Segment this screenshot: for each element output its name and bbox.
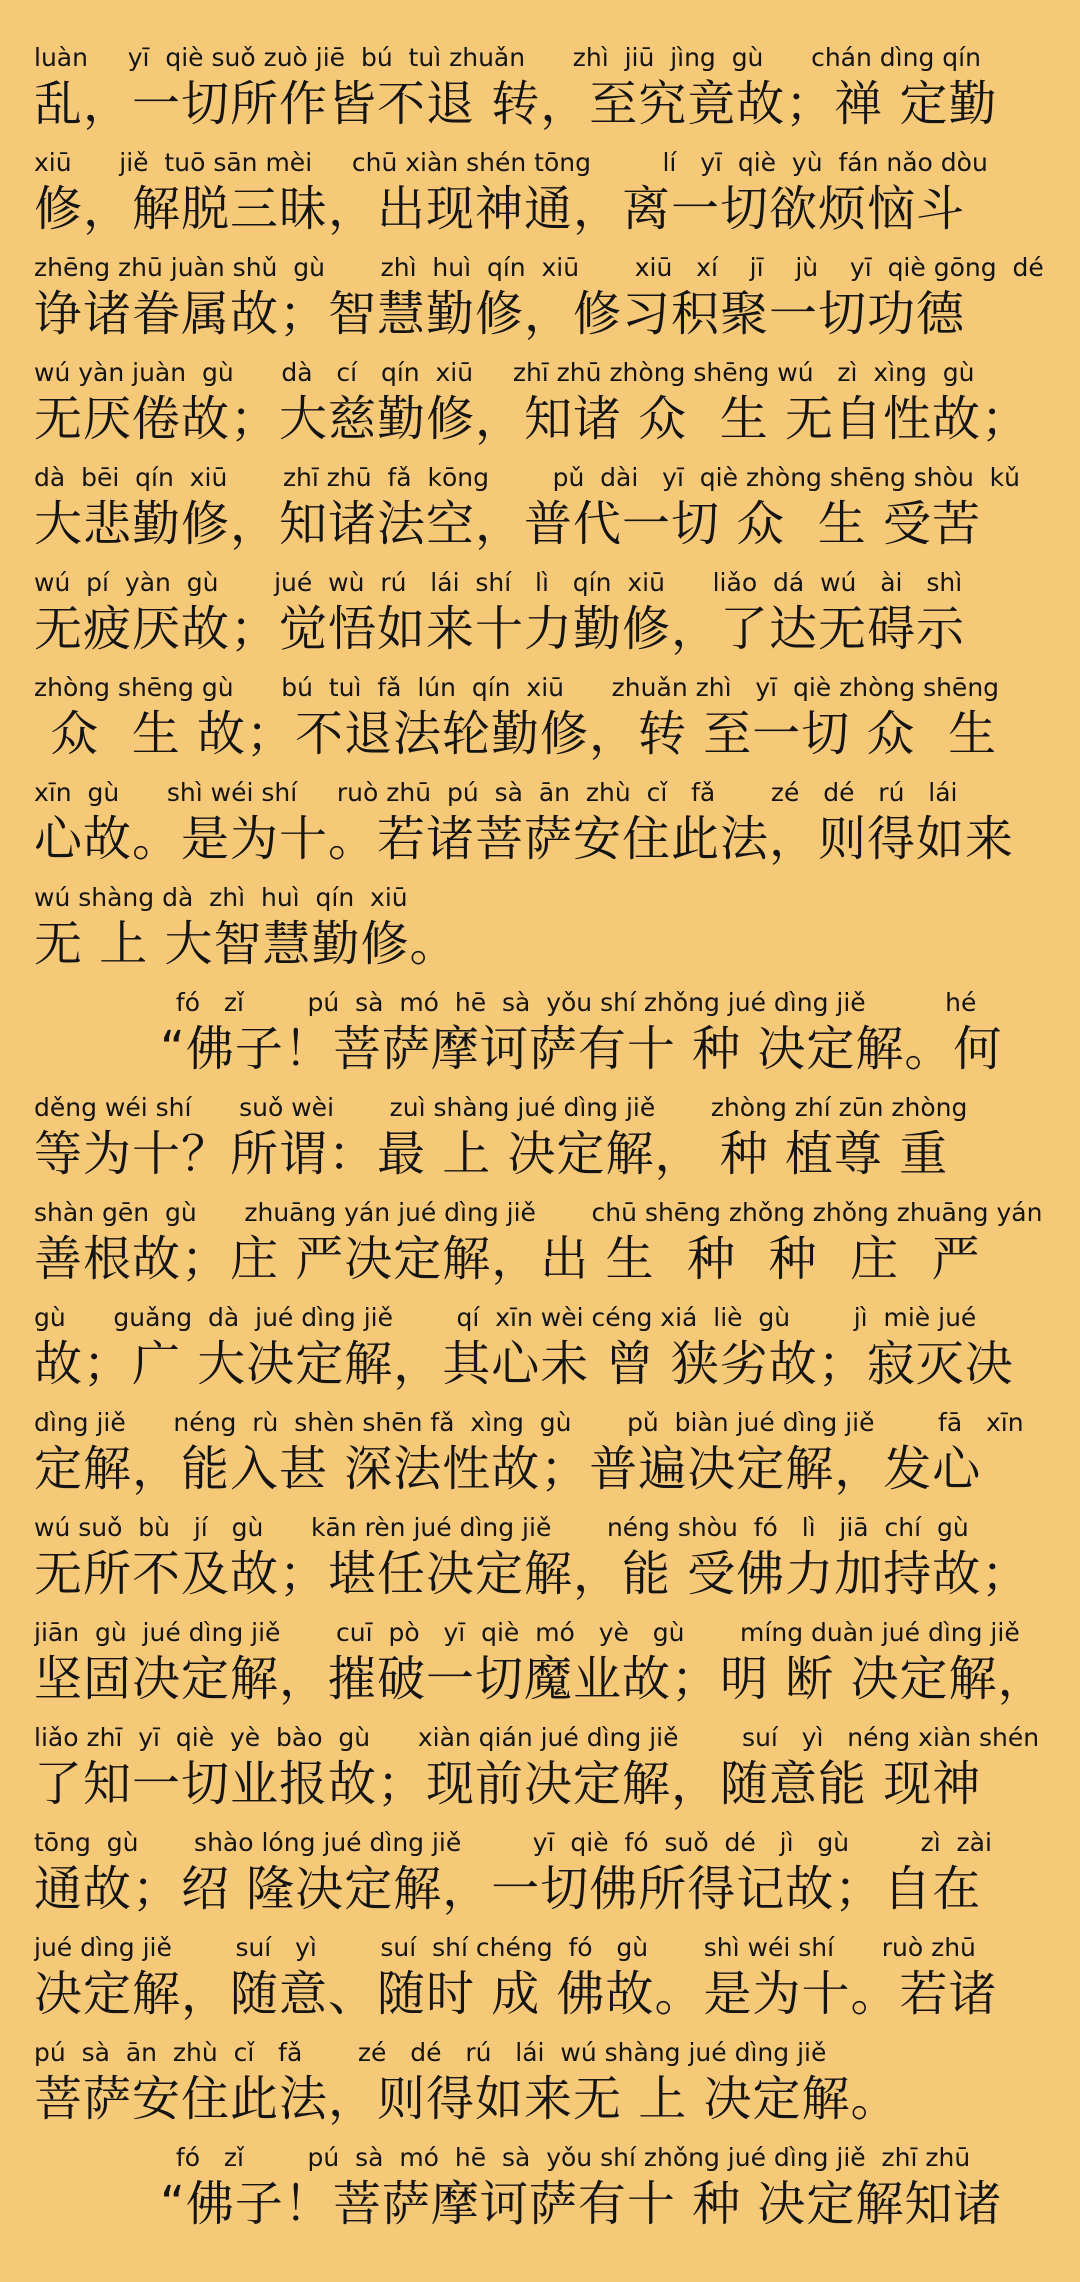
pinyin-annotation: dà bēi qín xiū zhī zhū fǎ kōng pǔ dài yī qiè zhòng shēng shòu kǔ [34, 463, 1020, 492]
pinyin-annotation: zhēng zhū juàn shǔ gù zhì huì qín xiū xiū xí jī jù yī qiè gōng dé [34, 253, 1044, 282]
pinyin-annotation: liǎo zhī yī qiè yè bào gù xiàn qián jué dìng jiě suí yì néng xiàn shén [34, 1723, 1040, 1752]
text-line-5 [34, 460, 1052, 552]
chinese-text: “佛子！菩萨摩诃萨有十 种 决定解知诸 [160, 2176, 1003, 2232]
pinyin-annotation: wú suǒ bù jí gù kān rèn jué dìng jiě néng shòu fó lì jiā chí gù [34, 1513, 969, 1542]
text-line-16 [34, 1615, 1052, 1707]
text-line-17 [34, 1720, 1052, 1812]
text-line-11 [34, 1090, 1052, 1182]
text-line-4 [34, 355, 1052, 447]
text-line-1 [34, 40, 1052, 132]
chinese-text: 善根故；庄 严决定解，出 生 种 种 庄 严 [34, 1231, 981, 1287]
text-line-3 [34, 250, 1052, 342]
chinese-text: 坚固决定解，摧破一切魔业故；明 断 决定解， [34, 1651, 1047, 1707]
chinese-text: 通故；绍 隆决定解，一切佛所得记故；自在 [34, 1861, 982, 1917]
pinyin-annotation: wú pí yàn gù jué wù rú lái shí lì qín xiū liǎo dá wú ài shì [34, 568, 963, 597]
text-line-14 [34, 1405, 1052, 1497]
pinyin-annotation: pú sà ān zhù cǐ fǎ zé dé rú lái wú shàng jué dìng jiě [34, 2038, 827, 2067]
pinyin-annotation: luàn yī qiè suǒ zuò jiē bú tuì zhuǎn zhì jiū jìng gù chán dìng qín [34, 43, 981, 72]
pinyin-annotation: wú shàng dà zhì huì qín xiū [34, 883, 408, 912]
pinyin-annotation: dìng jiě néng rù shèn shēn fǎ xìng gù pǔ biàn jué dìng jiě fā xīn [34, 1408, 1024, 1437]
pinyin-annotation: jué dìng jiě suí yì suí shí chéng fó gù shì wéi shí ruò zhū [34, 1933, 976, 1962]
text-line-13 [34, 1300, 1052, 1392]
text-line-8 [34, 775, 1052, 867]
chinese-text: 大悲勤修，知诸法空，普代一切 众 生 受苦 [34, 496, 982, 552]
chinese-text: 修，解脱三昧，出现神通，离一切欲烦恼斗 [34, 181, 966, 237]
text-line-10 [160, 985, 1052, 1077]
pinyin-annotation: děng wéi shí suǒ wèi zuì shàng jué dìng jiě zhòng zhí zūn zhòng [34, 1093, 968, 1122]
chinese-text: 诤诸眷属故；智慧勤修，修习积聚一切功德 [34, 286, 966, 342]
chinese-text: 了知一切业报故；现前决定解，随意能 现神 [34, 1756, 982, 1812]
chinese-text: “佛子！菩萨摩诃萨有十 种 决定解。何 [160, 1021, 1003, 1077]
pinyin-annotation: fó zǐ pú sà mó hē sà yǒu shí zhǒng jué dìng jiě hé [160, 988, 977, 1017]
text-line-18 [34, 1825, 1052, 1917]
pinyin-annotation: tōng gù shào lóng jué dìng jiě yī qiè fó suǒ dé jì gù zì zài [34, 1828, 992, 1857]
text-line-21 [160, 2140, 1052, 2232]
pinyin-annotation: wú yàn juàn gù dà cí qín xiū zhī zhū zhòng shēng wú zì xìng gù [34, 358, 975, 387]
text-line-15 [34, 1510, 1052, 1602]
chinese-text: 决定解，随意、随时 成 佛故。是为十。若诸 [34, 1966, 998, 2022]
chinese-text: 众 生 故；不退法轮勤修，转 至一切 众 生 [34, 706, 998, 762]
chinese-text: 定解，能入甚 深法性故；普遍决定解，发心 [34, 1441, 982, 1497]
chinese-text: 乱，一切所作皆不退 转，至究竟故；禅 定勤 [34, 76, 998, 132]
pinyin-annotation: shàn gēn gù zhuāng yán jué dìng jiě chū shēng zhǒng zhǒng zhuāng yán [34, 1198, 1043, 1227]
chinese-text: 菩萨安住此法，则得如来无 上 决定解。 [34, 2071, 900, 2127]
chinese-text: 无所不及故；堪任决定解，能 受佛力加持故； [34, 1546, 1031, 1602]
text-line-7 [34, 670, 1052, 762]
text-line-20 [34, 2035, 1052, 2127]
chinese-text: 无 上 大智慧勤修。 [34, 916, 459, 972]
chinese-text: 心故。是为十。若诸菩萨安住此法，则得如来 [34, 811, 1015, 867]
pinyin-annotation: jiān gù jué dìng jiě cuī pò yī qiè mó yè gù míng duàn jué dìng jiě [34, 1618, 1020, 1647]
chinese-text: 故；广 大决定解，其心未 曾 狭劣故；寂灭决 [34, 1336, 1014, 1392]
pinyin-annotation: fó zǐ pú sà mó hē sà yǒu shí zhǒng jué dìng jiě zhī zhū [160, 2143, 971, 2172]
text-line-19 [34, 1930, 1052, 2022]
text-line-12 [34, 1195, 1052, 1287]
chinese-text: 无疲厌故；觉悟如来十力勤修，了达无碍示 [34, 601, 966, 657]
pinyin-annotation: gù guǎng dà jué dìng jiě qí xīn wèi céng xiá liè gù jì miè jué [34, 1303, 977, 1332]
chinese-text: 等为十？所谓：最 上 决定解， 种 植尊 重 [34, 1126, 949, 1182]
pinyin-annotation: xiū jiě tuō sān mèi chū xiàn shén tōng lí yī qiè yù fán nǎo dòu [34, 148, 988, 177]
text-line-9 [34, 880, 1052, 972]
text-line-2 [34, 145, 1052, 237]
chinese-text: 无厌倦故；大慈勤修，知诸 众 生 无自性故； [34, 391, 1031, 447]
pinyin-annotation: zhòng shēng gù bú tuì fǎ lún qín xiū zhuǎn zhì yī qiè zhòng shēng [34, 673, 1000, 702]
text-line-6 [34, 565, 1052, 657]
pinyin-annotation: xīn gù shì wéi shí ruò zhū pú sà ān zhù cǐ fǎ zé dé rú lái [34, 778, 958, 807]
